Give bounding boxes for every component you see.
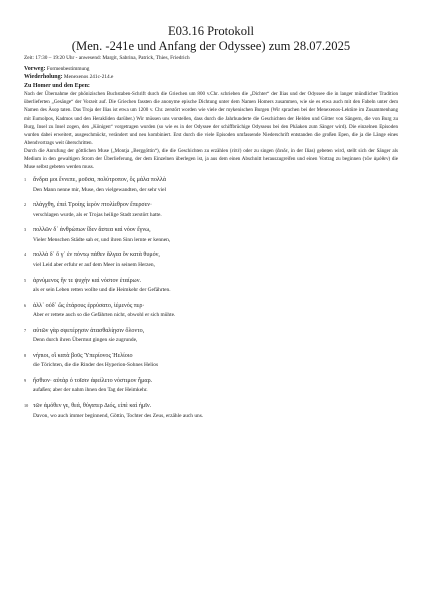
- german-translation: aufaßen; aber der nahm ihnen den Tag der Heimkehr.: [33, 387, 148, 394]
- paragraph-homer: Nach der Übernahme der phönizischen Buchstaben-Schrift durch die Griechen um 800 v.Chr. schrieben die „Dichter“ der Ilias und der Odyssee die in langer mündlicher Tradition überlieferten „Gesänge“ der Vorzeit auf. Die Griechen fassten die anonyme epische Dichtung unter dem Namen Homers zusammen, wie sie es etwa auch mit den Fabeln unter dem Namen des Äsop taten. Das Troja der Ilias ist etwa um 1200 v. Chr. zerstört worden wie viele der mykenischen Burgen (Wir sprachen bei der Menexenos-Lektüre im Zusammenhang mit Eumolpos, Kadmos und den Herakliden darüber.) Wir müssen uns vorstellen, dass durch die Jahrhunderte die Geschichten der Helden und Götter von Sängern, die von Burg zu Burg, Insel zu Insel zogen, den „Königen“ vorgetragen wurden (so wie es in der Odyssee der schiffbrüchige Odysseus bei den Phäaken zum Sänger wird). Die einzelnen Episoden wurden dabei erweitert, ausgeschmückt, verändert und neu kombiniert. Erst durch die viele Episoden umfassende Niederschrift entstanden die großen Epen, die ja die Länge eines Abendvortrags weit überschritten.: [24, 91, 398, 146]
- meeting-info: Zeit: 17:30 – 19:20 Uhr - anwesend: Margit, Sabrina, Patrick, Thies, Friedrich: [24, 55, 190, 61]
- verse-number: 9: [24, 378, 27, 384]
- greek-text: πολλῶν δ᾽ ἀνθρώπων ἴδεν ἄστεα καὶ νόον ἔγνω,: [33, 227, 151, 234]
- german-translation: verschlagen wurde, als er Trojas heilige Stadt zerstört hatte.: [33, 211, 162, 218]
- document-title-line1: E03.16 Protokoll: [167, 24, 255, 38]
- verse-line: [24, 277, 398, 295]
- verse-line: [24, 302, 398, 320]
- german-translation: Vieler Menschen Städte sah er, und ihren Sinn lernte er kennen,: [33, 236, 171, 243]
- verse-number: 10: [24, 403, 29, 409]
- wiederholung-text: Menexenos 241c-214.e: [62, 74, 114, 81]
- greek-text: νήπιοι, οἳ κατὰ βοῦς Ὑπερίονος Ἠελίοιο: [33, 352, 133, 359]
- german-translation: viel Leid aber erfuhr er auf dem Meer in seinem Herzen,: [33, 261, 155, 268]
- verse-line: [24, 352, 398, 370]
- german-translation: Denn durch ihren Übermut gingen sie zugrunde,: [33, 337, 138, 344]
- verse-number: 4: [24, 252, 27, 258]
- greek-text: πλάγχθη, ἐπεὶ Τροίης ἱερὸν πτολίεθρον ἔπερσεν·: [33, 202, 153, 209]
- verse-line: [24, 251, 398, 269]
- verse-line: [24, 327, 398, 345]
- verse-number: 7: [24, 327, 27, 333]
- odyssey-verses: [24, 176, 398, 420]
- greek-text: ἤσθιον· αὐτὰρ ὁ τοῖσιν ἀφείλετο νόστιμον ἦμαρ.: [33, 378, 153, 385]
- vorweg-line: [24, 65, 398, 73]
- wiederholung-line: [24, 73, 398, 81]
- greek-text: ἀρνύμενος ἥν τε ψυχὴν καὶ νόστον ἑταίρων.: [33, 277, 141, 284]
- wiederholung-label: Wiederholung:: [24, 74, 63, 81]
- paragraph-muse: Durch die Anrufung der göttlichen Muse („Montja „Berggöttin“), die die Geschichten zu erzählen (εἰπέ) oder zu singen (ἄειδε, in der Ilias) gebeten wird, stellt sich der Sänger als Medium in den gewaltigen Strom der Überlieferung, der dem Einzelnen überlegen ist, ja aus dem einen Abschnitt herauszugreifen und einen Vortrag zu beginnen (τῶν ἁμόθεν) die Muse selbst gebeten werden muss.: [24, 147, 398, 171]
- greek-text: ἄνδρα μοι ἔννεπε, μοῦσα, πολύτροπον, ὃς μάλα πολλὰ: [33, 177, 167, 184]
- section-heading: Zu Homer und den Epen:: [24, 82, 90, 89]
- german-translation: die Törichten, die die Rinder des Hyperion-Sohnes Helios: [33, 362, 159, 369]
- verse-number: 6: [24, 302, 27, 308]
- greek-text: πολλὰ δ᾽ ὅ γ᾽ ἐν πόντῳ πάθεν ἄλγεα ὃν κατὰ θυμόν,: [33, 252, 160, 259]
- german-translation: Davon, wo auch immer beginnend, Göttin, Tochter des Zeus, erzähle auch uns.: [33, 412, 204, 419]
- verse-number: 1: [24, 177, 27, 183]
- verse-line: [24, 377, 398, 395]
- greek-text: ἀλλ᾽ οὐδ᾽ ὣς ἑτάρους ἐρρύσατο, ἱέμενός περ·: [33, 302, 145, 309]
- verse-number: 8: [24, 352, 27, 358]
- verse-number: 3: [24, 227, 27, 233]
- german-translation: Aber er rettete auch so die Gefährten nicht, obwohl er sich mühte.: [33, 312, 176, 319]
- vorweg-text: Formenbestimmung: [45, 66, 90, 72]
- document-title-line2: (Men. -241e und Anfang der Odyssee) zum 28.07.2025: [71, 38, 351, 53]
- verse-line: [24, 201, 398, 219]
- german-translation: als er sein Leben retten wollte und die Heimkehr der Gefährten.: [33, 287, 171, 293]
- verse-line: [24, 226, 398, 244]
- german-translation: Den Mann nenne mir, Muse, den vielgewandten, der sehr viel: [33, 186, 167, 193]
- verse-line: [24, 176, 398, 194]
- vorweg-label: Vorweg:: [24, 66, 46, 72]
- verse-number: 5: [24, 277, 27, 283]
- greek-text: αὐτῶν γὰρ σφετέρῃσιν ἀτασθαλίῃσιν ὄλοντο,: [33, 327, 145, 334]
- greek-text: τῶν ἁμόθεν γε, θεά, θύγατερ Διός, εἰπὲ καὶ ἡμῖν.: [33, 403, 152, 410]
- verse-line: [24, 402, 398, 420]
- verse-number: 2: [24, 202, 27, 208]
